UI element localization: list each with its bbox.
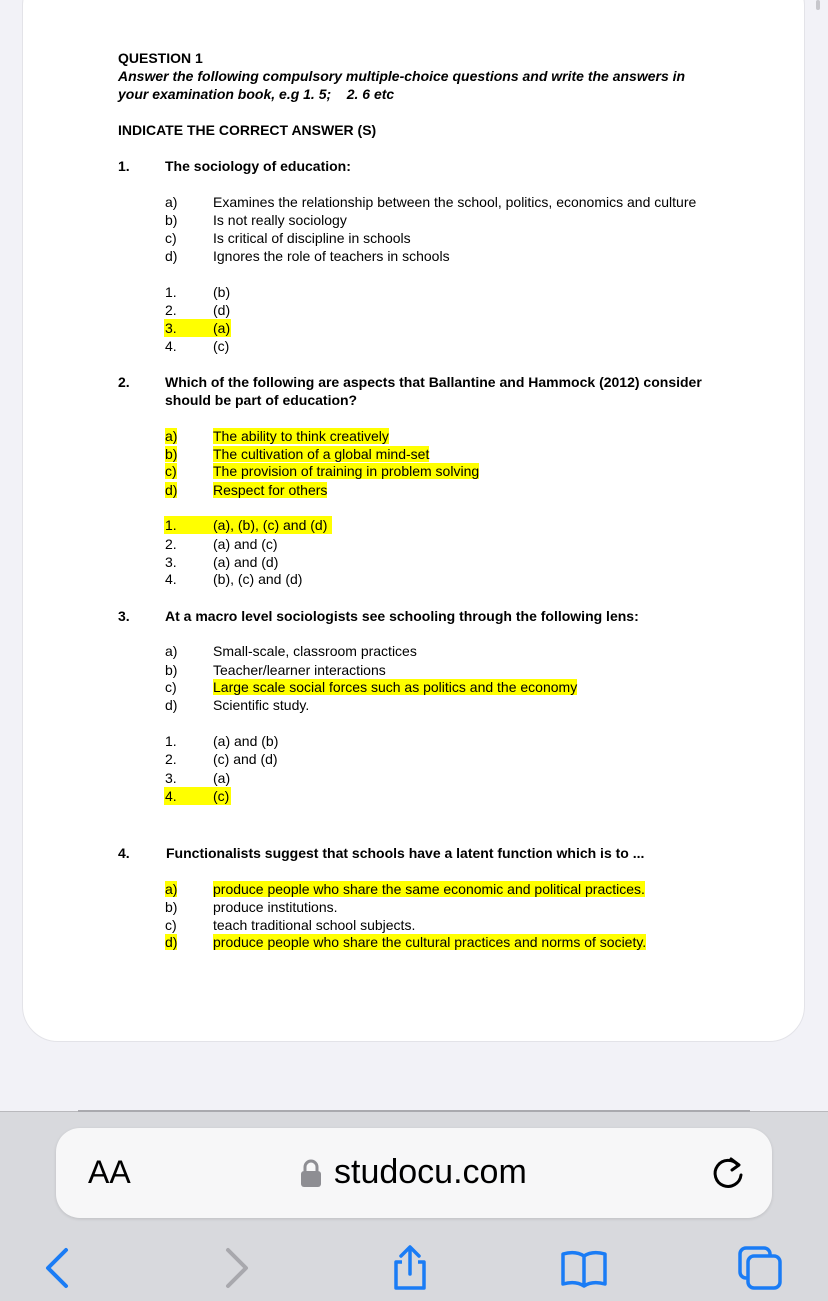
q1-option-text: Examines the relationship between the school, politics, economics and culture (213, 194, 697, 210)
q4-option-text: produce institutions. (213, 899, 338, 915)
url-domain[interactable]: studocu.com (334, 1153, 527, 1191)
q1-number: 1. (118, 158, 130, 174)
q4-option-letter: a) (165, 881, 178, 897)
q1-option-letter: d) (165, 248, 178, 264)
q2-option-letter: c) (165, 463, 177, 479)
bookmarks-icon[interactable] (560, 1244, 608, 1292)
q3-option-letter: c) (165, 679, 177, 695)
q1-answer-text: (b) (213, 284, 231, 300)
q2-answer-number: 3. (165, 554, 177, 570)
q3-answer-text: (c) (213, 788, 230, 804)
q3-option-text: Large scale social forces such as politics and the economy (213, 679, 578, 695)
q3-answer-text: (a) (213, 770, 231, 786)
q3-option-text: Scientific study. (213, 697, 310, 713)
toolbar-divider (78, 1110, 750, 1112)
q1-answer-text: (d) (213, 302, 231, 318)
q2-answer-text: (a), (b), (c) and (d) (213, 517, 328, 533)
q2-option-text: The provision of training in problem solving (213, 463, 480, 479)
q2-text-line-1: Which of the following are aspects that Ballantine and Hammock (2012) consider (165, 374, 702, 390)
q1-text: The sociology of education: (165, 158, 351, 174)
q4-option-letter: b) (165, 899, 178, 915)
q3-option-letter: a) (165, 643, 178, 659)
q2-answer-text: (b), (c) and (d) (213, 571, 303, 587)
instruction-line-2: your examination book, e.g 1. 5; 2. 6 etc (118, 86, 395, 102)
q3-option-text: Teacher/learner interactions (213, 662, 386, 678)
q4-option-letter: d) (165, 934, 178, 950)
text-size-button[interactable]: AA (88, 1154, 131, 1190)
q3-answer-number: 3. (165, 770, 177, 786)
back-icon[interactable] (34, 1244, 82, 1292)
q3-answer-number: 2. (165, 751, 177, 767)
q3-answer-text: (c) and (d) (213, 751, 278, 767)
q4-option-text: produce people who share the cultural practices and norms of society. (213, 934, 647, 950)
q1-option-letter: b) (165, 212, 178, 228)
q2-option-letter: d) (165, 482, 178, 498)
question-heading: QUESTION 1 (118, 50, 203, 66)
q2-answer-number: 1. (165, 517, 177, 533)
share-icon[interactable] (386, 1244, 434, 1292)
q3-option-text: Small-scale, classroom practices (213, 643, 417, 659)
q4-option-text: produce people who share the same economic and political practices. (213, 881, 645, 897)
q2-answer-number: 4. (165, 571, 177, 587)
q1-answer-text: (c) (213, 338, 230, 354)
q2-answer-text: (a) and (c) (213, 536, 278, 552)
q3-text: At a macro level sociologists see schooling through the following lens: (165, 608, 639, 624)
q2-text-line-2: should be part of education? (165, 392, 358, 408)
indicate-instruction: INDICATE THE CORRECT ANSWER (S) (118, 122, 377, 138)
tabs-icon[interactable] (736, 1244, 784, 1292)
q2-option-text: Respect for others (213, 482, 328, 498)
q4-text: Functionalists suggest that schools have a latent function which is to ... (166, 845, 645, 861)
q3-answer-number: 4. (165, 788, 177, 804)
q2-option-letter: b) (165, 446, 178, 462)
q2-number: 2. (118, 374, 130, 390)
q1-option-letter: a) (165, 194, 178, 210)
q1-option-text: Is not really sociology (213, 212, 347, 228)
q3-option-letter: d) (165, 697, 178, 713)
q4-number: 4. (118, 845, 130, 861)
forward-icon[interactable] (212, 1244, 260, 1292)
q4-option-letter: c) (165, 917, 177, 933)
reload-icon[interactable] (708, 1153, 748, 1193)
q1-option-text: Is critical of discipline in schools (213, 230, 411, 246)
q1-answer-number: 4. (165, 338, 177, 354)
q1-answer-number: 3. (165, 320, 177, 336)
q2-option-text: The ability to think creatively (213, 428, 389, 444)
q3-number: 3. (118, 608, 130, 624)
q2-option-text: The cultivation of a global mind-set (213, 446, 430, 462)
q4-option-text: teach traditional school subjects. (213, 917, 416, 933)
q2-option-letter: a) (165, 428, 178, 444)
q1-option-text: Ignores the role of teachers in schools (213, 248, 450, 264)
q2-answer-text: (a) and (d) (213, 554, 279, 570)
instruction-line-1: Answer the following compulsory multiple-choice questions and write the answers in (118, 68, 686, 84)
q1-option-letter: c) (165, 230, 177, 246)
q2-answer-number: 2. (165, 536, 177, 552)
q3-answer-number: 1. (165, 733, 177, 749)
q3-option-letter: b) (165, 662, 178, 678)
q1-answer-number: 1. (165, 284, 177, 300)
lock-icon (300, 1158, 322, 1188)
q1-answer-text: (a) (213, 320, 231, 336)
q3-answer-text: (a) and (b) (213, 733, 279, 749)
q1-answer-number: 2. (165, 302, 177, 318)
